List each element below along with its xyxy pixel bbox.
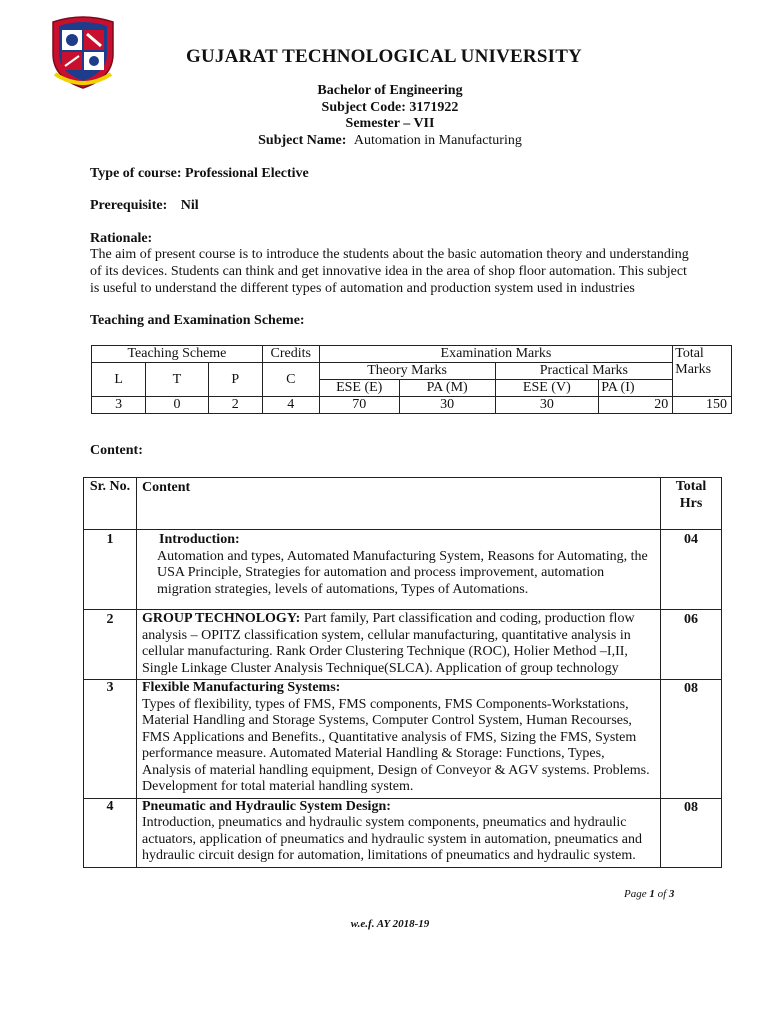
row-hrs: 08 — [661, 798, 722, 867]
credits-header: Credits — [262, 346, 319, 363]
university-title: GUJARAT TECHNOLOGICAL UNIVERSITY — [186, 46, 582, 67]
row-title: Introduction: — [159, 532, 240, 547]
degree: Bachelor of Engineering — [317, 83, 463, 98]
row-sr: 1 — [84, 530, 137, 610]
row-title: Flexible Manufacturing Systems: — [142, 680, 341, 695]
row-sr: 3 — [84, 680, 137, 799]
page-total: 3 — [668, 888, 675, 900]
pa-m-header: PA (M) — [399, 380, 495, 397]
row-hrs: 06 — [661, 610, 722, 680]
page-num: 1 — [649, 888, 655, 900]
t-header: T — [146, 363, 208, 397]
table-row — [84, 530, 722, 610]
l-header: L — [92, 363, 146, 397]
pa-i-header: PA (I) — [599, 380, 673, 397]
prerequisite-value: Nil — [180, 198, 199, 213]
row-hrs: 04 — [661, 530, 722, 610]
row-body: Automation and types, Automated Manufacturing System, Reasons for Automating, the USA Principle, Strategies for automation and process improvement, automation migration strategies, levels of automations, Types of Automations. — [157, 548, 648, 597]
content-heading: Content: — [90, 443, 143, 458]
row-sr: 2 — [84, 610, 137, 680]
total-value: 150 — [673, 397, 732, 414]
row-sr: 4 — [84, 798, 137, 867]
subject-name: Automation in Manufacturing — [353, 133, 522, 148]
ese-v-header: ESE (V) — [495, 380, 599, 397]
ese-e-value: 70 — [319, 397, 399, 414]
scheme-heading: Teaching and Examination Scheme: — [90, 313, 305, 328]
wef-note: w.e.f. AY 2018-19 — [350, 918, 430, 930]
p-header: P — [208, 363, 262, 397]
page-number — [624, 888, 674, 900]
table-row — [84, 798, 722, 867]
exam-marks-header: Examination Marks — [319, 346, 673, 363]
subject-name-label: Subject Name: — [258, 133, 347, 148]
ese-e-header: ESE (E) — [319, 380, 399, 397]
row-title: Pneumatic and Hydraulic System Design: — [142, 798, 391, 814]
ese-v-value: 30 — [495, 397, 599, 414]
practical-marks-header: Practical Marks — [495, 363, 673, 380]
subject-name-line — [0, 133, 768, 149]
content-header: Content — [137, 478, 661, 530]
page-of: of — [657, 888, 667, 900]
row-body: Types of flexibility, types of FMS, FMS components, FMS Components-Workstations, Material Handling and Storage Systems, Computer Control System, Human Recourses, FMS Applications and Benefits., Quantitative analysis of FMS, Sizing the FMS, System performance measure. Automated Material Handling & Storage: Functions, Types, Analysis of material handling equipment, Design of Conveyor & AGV systems. Problems. Development for total material handling system. — [142, 696, 650, 794]
table-row — [84, 610, 722, 680]
semester: Semester – VII — [345, 116, 435, 131]
table-row — [84, 680, 722, 799]
rationale-text: The aim of present course is to introduce the students about the basic automation theory and understanding of its devices. Students can think and get innovative idea in the area of shop floor automation. This subject is useful to understand the different types of automation and production system used in industries — [90, 247, 689, 296]
prerequisite-line — [90, 198, 199, 214]
total-marks-header: Total Marks — [673, 346, 732, 397]
p-value: 2 — [208, 397, 262, 414]
t-value: 0 — [146, 397, 208, 414]
total-hrs-header: Total Hrs — [661, 478, 722, 530]
theory-marks-header: Theory Marks — [319, 363, 495, 380]
pa-i-value: 20 — [599, 397, 673, 414]
teaching-exam-scheme-table — [91, 345, 732, 414]
pa-m-value: 30 — [399, 397, 495, 414]
sr-no-header: Sr. No. — [84, 478, 137, 530]
rationale-label: Rationale: — [90, 231, 153, 246]
content-table — [83, 477, 722, 868]
page-prefix: Page — [624, 888, 647, 900]
row-title: GROUP TECHNOLOGY: — [142, 611, 301, 626]
prerequisite-label: Prerequisite: — [90, 198, 168, 213]
row-body: Part family, Part classification and coding, production flow analysis – OPITZ classification system, cellular manufacturing, quantitative analysis in cellular manufacturing. Rank Order Clustering Technique (ROC), Holier Method –I,II, Single Linkage Cluster Analysis Technique(SLCA). Application of group technology — [142, 611, 635, 676]
c-value: 4 — [262, 397, 319, 414]
course-type: Type of course: Professional Elective — [90, 166, 309, 181]
row-hrs: 08 — [661, 680, 722, 799]
subject-code: Subject Code: 3171922 — [321, 100, 459, 115]
c-header: C — [262, 363, 319, 397]
teaching-scheme-header: Teaching Scheme — [92, 346, 263, 363]
row-body: Introduction, pneumatics and hydraulic system components, pneumatics and hydraulic actuators, application of pneumatics and hydraulic system in automation, pneumatics and hydraulic circuit design for automation, limitations of pneumatics and hydraulic system. — [142, 815, 642, 863]
l-value: 3 — [92, 397, 146, 414]
